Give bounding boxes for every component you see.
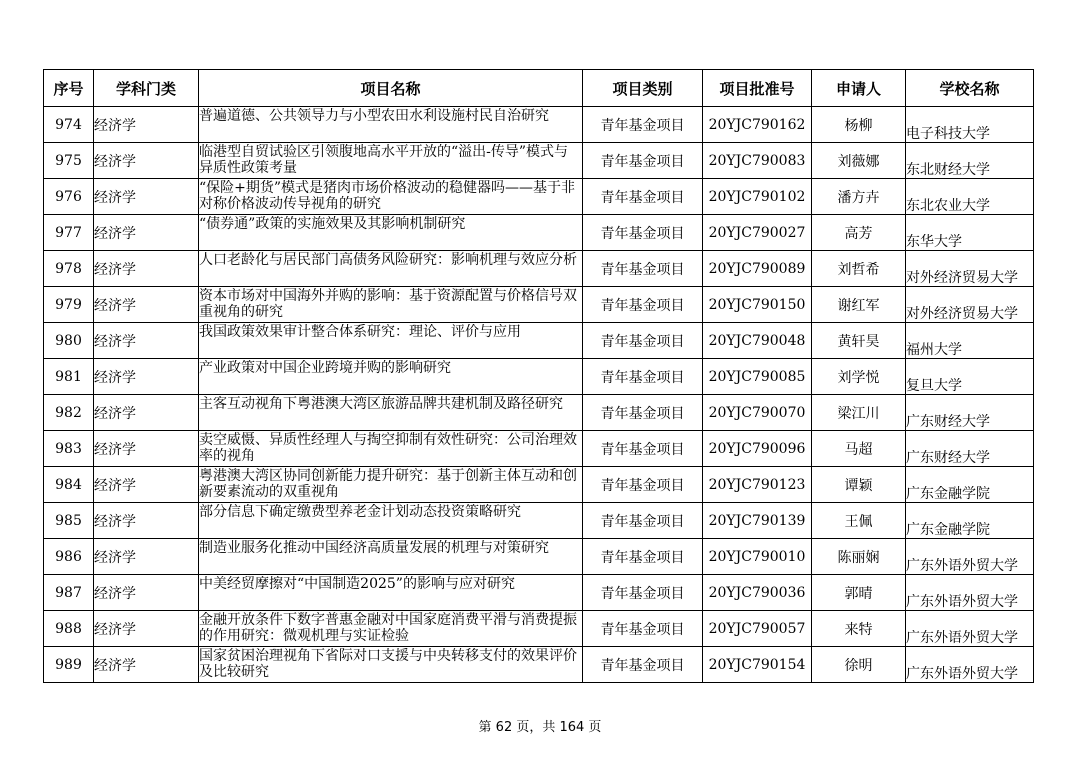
table-row	[44, 179, 1034, 215]
cell-field: 经济学	[94, 359, 199, 395]
header-applicant: 申请人	[812, 70, 906, 107]
cell-school	[906, 323, 1034, 359]
cell-no: 979	[44, 287, 94, 323]
cell-title-text: 产业政策对中国企业跨境并购的影响研究	[199, 360, 451, 376]
cell-applicant: 高芳	[812, 215, 906, 251]
header-row	[44, 70, 1034, 107]
cell-title-text: 普遍道德、公共领导力与小型农田水利设施村民自治研究	[199, 108, 549, 124]
table-row	[44, 323, 1034, 359]
cell-title-text: 我国政策效果审计整合体系研究：理论、评价与应用	[199, 324, 521, 340]
cell-school	[906, 251, 1034, 287]
cell-code: 20YJC790154	[703, 647, 812, 683]
cell-school	[906, 467, 1034, 503]
cell-no: 988	[44, 611, 94, 647]
cell-type: 青年基金项目	[583, 143, 703, 179]
cell-school-text: 广东财经大学	[906, 450, 990, 466]
cell-title-text: 部分信息下确定缴费型养老金计划动态投资策略研究	[199, 504, 521, 520]
table-row	[44, 287, 1034, 323]
cell-applicant: 郭晴	[812, 575, 906, 611]
cell-no: 985	[44, 503, 94, 539]
cell-field: 经济学	[94, 647, 199, 683]
cell-title	[199, 539, 583, 575]
header-field: 学科门类	[94, 70, 199, 107]
cell-school	[906, 143, 1034, 179]
cell-code: 20YJC790096	[703, 431, 812, 467]
cell-school	[906, 359, 1034, 395]
header-title: 项目名称	[199, 70, 583, 107]
table-row	[44, 611, 1034, 647]
cell-field: 经济学	[94, 611, 199, 647]
header-code: 项目批准号	[703, 70, 812, 107]
table-row	[44, 107, 1034, 143]
cell-type: 青年基金项目	[583, 323, 703, 359]
cell-field: 经济学	[94, 575, 199, 611]
cell-code: 20YJC790057	[703, 611, 812, 647]
cell-field: 经济学	[94, 143, 199, 179]
cell-school-text: 广东外语外贸大学	[906, 558, 1018, 574]
table-row	[44, 143, 1034, 179]
cell-school-text: 广东金融学院	[906, 522, 990, 538]
cell-applicant: 谭颖	[812, 467, 906, 503]
cell-title	[199, 611, 583, 647]
cell-applicant: 刘学悦	[812, 359, 906, 395]
cell-no: 983	[44, 431, 94, 467]
cell-applicant: 杨柳	[812, 107, 906, 143]
cell-school-text: 对外经济贸易大学	[906, 270, 1018, 286]
cell-applicant: 来特	[812, 611, 906, 647]
cell-title-text: 制造业服务化推动中国经济高质量发展的机理与对策研究	[199, 540, 549, 556]
cell-school	[906, 395, 1034, 431]
cell-title-text: 中美经贸摩擦对“中国制造2025”的影响与应对研究	[199, 576, 515, 592]
cell-applicant: 王佩	[812, 503, 906, 539]
cell-field: 经济学	[94, 503, 199, 539]
cell-title	[199, 359, 583, 395]
cell-no: 975	[44, 143, 94, 179]
cell-title-text: 金融开放条件下数字普惠金融对中国家庭消费平滑与消费提振的作用研究：微观机理与实证检验	[199, 612, 577, 644]
cell-code: 20YJC790102	[703, 179, 812, 215]
cell-code: 20YJC790010	[703, 539, 812, 575]
cell-type: 青年基金项目	[583, 215, 703, 251]
table-row	[44, 359, 1034, 395]
table-row	[44, 395, 1034, 431]
cell-school	[906, 107, 1034, 143]
cell-title	[199, 575, 583, 611]
cell-title	[199, 107, 583, 143]
cell-field: 经济学	[94, 287, 199, 323]
cell-field: 经济学	[94, 539, 199, 575]
cell-code: 20YJC790139	[703, 503, 812, 539]
cell-code: 20YJC790089	[703, 251, 812, 287]
cell-field: 经济学	[94, 467, 199, 503]
cell-school-text: 广东财经大学	[906, 414, 990, 430]
header-school: 学校名称	[906, 70, 1034, 107]
cell-school-text: 广东金融学院	[906, 486, 990, 502]
cell-no: 974	[44, 107, 94, 143]
cell-type: 青年基金项目	[583, 287, 703, 323]
cell-school-text: 东华大学	[906, 234, 962, 250]
cell-code: 20YJC790083	[703, 143, 812, 179]
cell-type: 青年基金项目	[583, 107, 703, 143]
cell-type: 青年基金项目	[583, 575, 703, 611]
cell-title-text: 临港型自贸试验区引领腹地高水平开放的“溢出-传导”模式与异质性政策考量	[199, 144, 569, 176]
cell-school-text: 电子科技大学	[906, 126, 990, 142]
cell-school	[906, 575, 1034, 611]
cell-no: 986	[44, 539, 94, 575]
cell-field: 经济学	[94, 251, 199, 287]
cell-no: 976	[44, 179, 94, 215]
table-row	[44, 251, 1034, 287]
cell-code: 20YJC790085	[703, 359, 812, 395]
cell-code: 20YJC790162	[703, 107, 812, 143]
projects-table	[43, 69, 1034, 683]
cell-title	[199, 287, 583, 323]
cell-code: 20YJC790070	[703, 395, 812, 431]
table-row	[44, 575, 1034, 611]
cell-title	[199, 467, 583, 503]
cell-school	[906, 503, 1034, 539]
cell-code: 20YJC790027	[703, 215, 812, 251]
cell-school-text: 对外经济贸易大学	[906, 306, 1018, 322]
cell-title	[199, 503, 583, 539]
cell-title-text: 粤港澳大湾区协同创新能力提升研究：基于创新主体互动和创新要素流动的双重视角	[199, 468, 577, 500]
cell-code: 20YJC790150	[703, 287, 812, 323]
cell-applicant: 徐明	[812, 647, 906, 683]
table-row	[44, 539, 1034, 575]
cell-title	[199, 647, 583, 683]
cell-title	[199, 251, 583, 287]
cell-no: 977	[44, 215, 94, 251]
cell-applicant: 刘哲希	[812, 251, 906, 287]
cell-no: 982	[44, 395, 94, 431]
cell-school-text: 复旦大学	[906, 378, 962, 394]
cell-type: 青年基金项目	[583, 503, 703, 539]
cell-applicant: 黄轩昊	[812, 323, 906, 359]
cell-title-text: “保险+期货”模式是猪肉市场价格波动的稳健器吗——基于非对称价格波动传导视角的研究	[199, 180, 576, 212]
cell-field: 经济学	[94, 323, 199, 359]
header-no: 序号	[44, 70, 94, 107]
cell-title-text: 国家贫困治理视角下省际对口支援与中央转移支付的效果评价及比较研究	[199, 648, 577, 680]
cell-school	[906, 215, 1034, 251]
header-type: 项目类别	[583, 70, 703, 107]
cell-type: 青年基金项目	[583, 431, 703, 467]
cell-code: 20YJC790036	[703, 575, 812, 611]
cell-school	[906, 431, 1034, 467]
cell-title	[199, 323, 583, 359]
cell-field: 经济学	[94, 179, 199, 215]
cell-title-text: 主客互动视角下粤港澳大湾区旅游品牌共建机制及路径研究	[199, 396, 563, 412]
cell-applicant: 刘薇娜	[812, 143, 906, 179]
cell-applicant: 梁江川	[812, 395, 906, 431]
table-row	[44, 215, 1034, 251]
cell-school	[906, 287, 1034, 323]
cell-type: 青年基金项目	[583, 647, 703, 683]
cell-no: 987	[44, 575, 94, 611]
cell-title	[199, 143, 583, 179]
cell-applicant: 马超	[812, 431, 906, 467]
cell-title	[199, 179, 583, 215]
cell-type: 青年基金项目	[583, 251, 703, 287]
cell-field: 经济学	[94, 395, 199, 431]
cell-school	[906, 539, 1034, 575]
cell-school-text: 广东外语外贸大学	[906, 630, 1018, 646]
cell-school-text: 广东外语外贸大学	[906, 666, 1018, 682]
cell-school-text: 东北农业大学	[906, 198, 990, 214]
cell-school	[906, 647, 1034, 683]
cell-no: 978	[44, 251, 94, 287]
cell-title	[199, 395, 583, 431]
cell-title-text: 人口老龄化与居民部门高债务风险研究：影响机理与效应分析	[199, 252, 577, 268]
cell-type: 青年基金项目	[583, 395, 703, 431]
cell-code: 20YJC790048	[703, 323, 812, 359]
cell-title	[199, 431, 583, 467]
page-footer: 第 62 页，共 164 页	[478, 720, 602, 735]
cell-school	[906, 179, 1034, 215]
cell-school-text: 福州大学	[906, 342, 962, 358]
cell-field: 经济学	[94, 215, 199, 251]
cell-school-text: 广东外语外贸大学	[906, 594, 1018, 610]
cell-type: 青年基金项目	[583, 359, 703, 395]
cell-school	[906, 611, 1034, 647]
cell-no: 980	[44, 323, 94, 359]
cell-title-text: 卖空威慑、异质性经理人与掏空抑制有效性研究：公司治理效率的视角	[199, 432, 577, 464]
cell-type: 青年基金项目	[583, 611, 703, 647]
cell-applicant: 陈丽娴	[812, 539, 906, 575]
cell-applicant: 谢红军	[812, 287, 906, 323]
cell-code: 20YJC790123	[703, 467, 812, 503]
cell-title-text: “债券通”政策的实施效果及其影响机制研究	[199, 216, 466, 232]
cell-applicant: 潘方卉	[812, 179, 906, 215]
cell-field: 经济学	[94, 107, 199, 143]
cell-no: 984	[44, 467, 94, 503]
cell-title-text: 资本市场对中国海外并购的影响：基于资源配置与价格信号双重视角的研究	[199, 288, 577, 320]
cell-field: 经济学	[94, 431, 199, 467]
cell-school-text: 东北财经大学	[906, 162, 990, 178]
cell-no: 981	[44, 359, 94, 395]
table-row	[44, 467, 1034, 503]
cell-no: 989	[44, 647, 94, 683]
cell-type: 青年基金项目	[583, 179, 703, 215]
table-row	[44, 647, 1034, 683]
cell-title	[199, 215, 583, 251]
cell-type: 青年基金项目	[583, 467, 703, 503]
table-row	[44, 431, 1034, 467]
table-row	[44, 503, 1034, 539]
cell-type: 青年基金项目	[583, 539, 703, 575]
